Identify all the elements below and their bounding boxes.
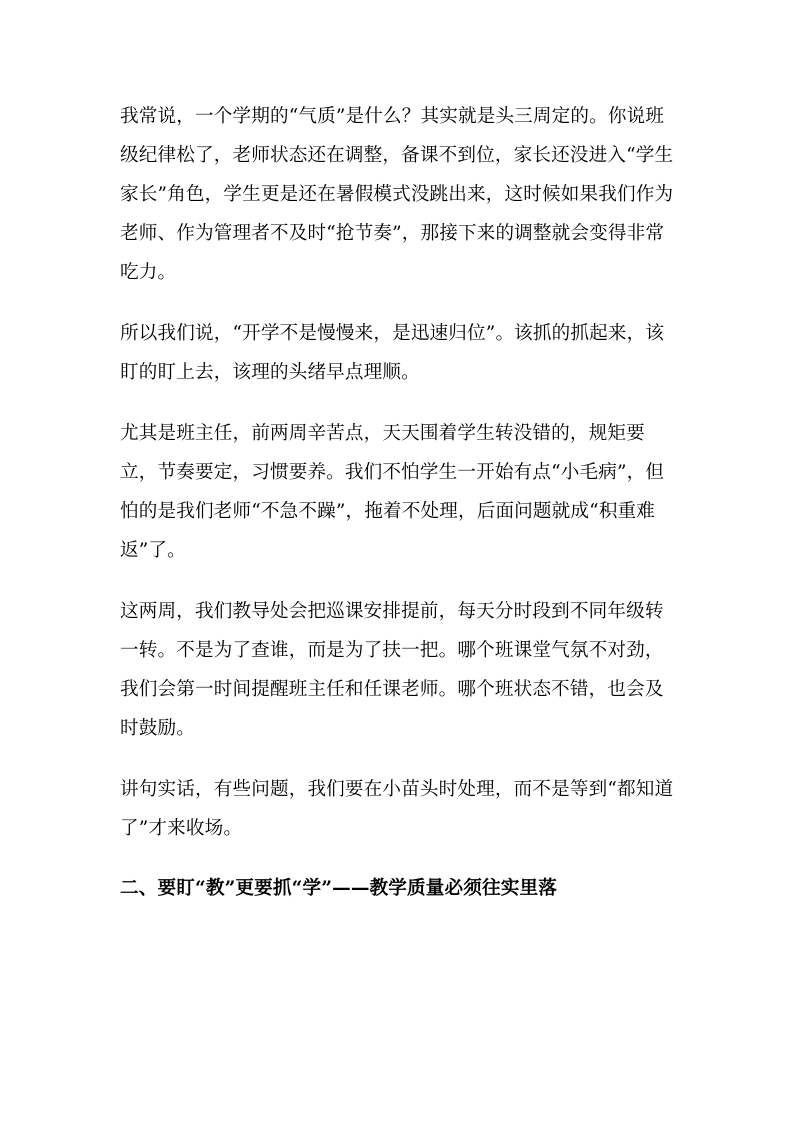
section-heading: 二、要盯“教”更要抓“学”——教学质量必须往实里落 (120, 878, 557, 899)
paragraph-4: 这两周，我们教导处会把巡课安排提前，每天分时段到不同年级转一转。不是为了查谁，而是为了扶一把。哪个班课堂气氛不对劲，我们会第一时间提醒班主任和任课老师。哪个班状态不错，也会及时鼓励。 (120, 601, 664, 739)
paragraph-5: 讲句实话，有些问题，我们要在小苗头时处理，而不是等到“都知道了”才来收场。 (120, 779, 674, 839)
document-page (120, 97, 680, 908)
paragraph-1: 我常说，一个学期的“气质”是什么？其实就是头三周定的。你说班级纪律松了，老师状态还在调整，备课不到位，家长还没进入“学生家长”角色，学生更是还在暑假模式没跳出来，这时候如果我们作为老师、作为管理者不及时“抢节奏”，那接下来的调整就会变得非常吃力。 (120, 106, 674, 283)
paragraph-2: 所以我们说，“开学不是慢慢来，是迅速归位”。该抓的抓起来，该盯的盯上去，该理的头绪早点理顺。 (120, 323, 665, 383)
paragraph-3: 尤其是班主任，前两周辛苦点，天天围着学生转没错的，规矩要立，节奏要定，习惯要养。我们不怕学生一开始有点“小毛病”，但怕的是我们老师“不急不躁”，拖着不处理，后面问题就成“积重难返”了。 (120, 423, 665, 561)
